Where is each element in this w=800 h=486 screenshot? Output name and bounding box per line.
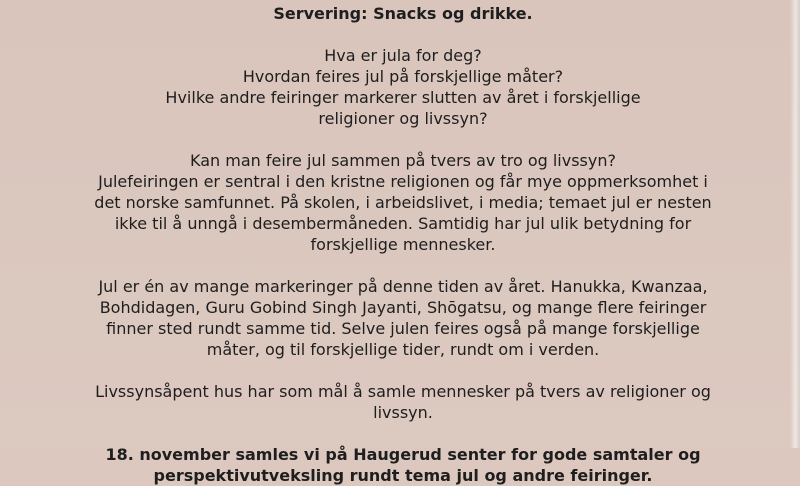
spacer xyxy=(70,255,736,276)
paragraph-line: måter, og til forskjellige tider, rundt om i verden. xyxy=(206,340,600,359)
paragraph-line: Julefeiringen er sentral i den kristne religionen og får mye oppmerksomhet i xyxy=(98,172,708,191)
paragraph-line: Bohdidagen, Guru Gobind Singh Jayanti, Shōgatsu, og mange flere feiringer xyxy=(99,298,707,317)
spacer xyxy=(70,423,736,444)
question-line: Hvilke andre feiringer markerer slutten av året i forskjellige xyxy=(165,88,641,107)
closing-line: perspektivutveksling rundt tema jul og andre feiringer. xyxy=(153,466,653,485)
paragraph-line: det norske samfunnet. På skolen, i arbeidslivet, i media; temaet jul er nesten xyxy=(94,193,712,212)
question-line: Hvordan feires jul på forskjellige måter? xyxy=(242,67,564,86)
paragraph-line: forskjellige mennesker. xyxy=(310,235,496,254)
spacer xyxy=(70,360,736,381)
paragraph-line: Jul er én av mange markeringer på denne tiden av året. Hanukka, Kwanzaa, xyxy=(98,277,708,296)
spacer xyxy=(70,24,736,45)
closing-line: 18. november samles vi på Haugerud senter for gode samtaler og xyxy=(105,445,701,464)
paragraph-line: finner sted rundt samme tid. Selve julen feires også på mange forskjellige xyxy=(106,319,700,338)
serving-line: Servering: Snacks og drikke. xyxy=(273,4,533,23)
paragraph-line: Livssynsåpent hus har som mål å samle mennesker på tvers av religioner og xyxy=(95,382,711,401)
paragraph-line: ikke til å unngå i desembermåneden. Samtidig har jul ulik betydning for xyxy=(114,214,692,233)
question-line: Hva er jula for deg? xyxy=(324,46,482,65)
spacer xyxy=(70,129,736,150)
document-body xyxy=(70,3,736,486)
page-edge-shadow xyxy=(790,0,800,448)
paragraph-line: Kan man feire jul sammen på tvers av tro og livssyn? xyxy=(190,151,616,170)
question-line: religioner og livssyn? xyxy=(318,109,488,128)
paragraph-line: livssyn. xyxy=(373,403,433,422)
